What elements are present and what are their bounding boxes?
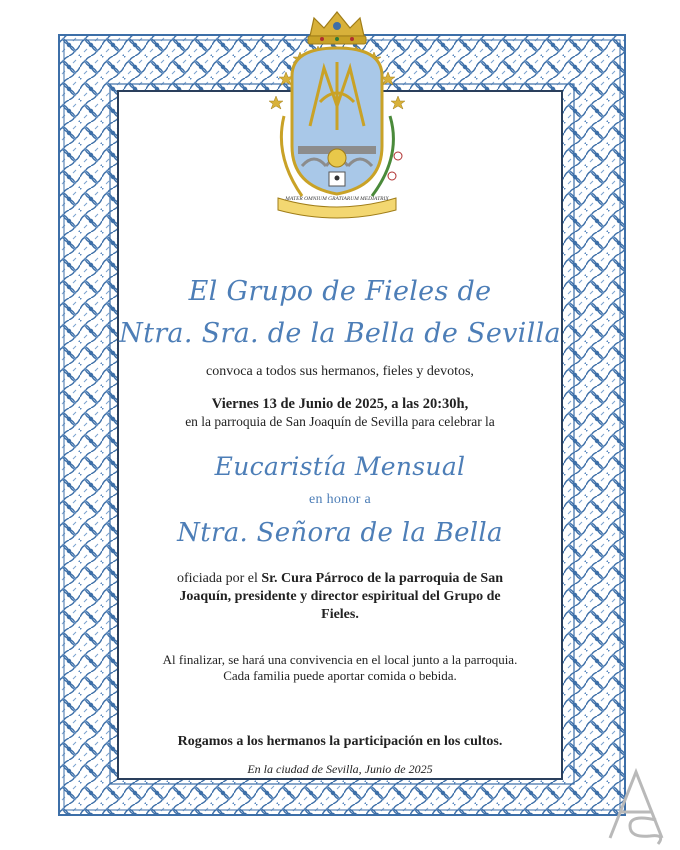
crest-motto: MATER OMNIUM GRATIARUM MEDIATRIX xyxy=(285,196,389,202)
convivencia-line-2: Cada familia puede aportar comida o bebida. xyxy=(223,668,457,683)
convivencia-text xyxy=(117,652,563,684)
crown-icon xyxy=(308,12,366,44)
event-dedicatee: Ntra. Señora de la Bella xyxy=(177,518,503,548)
officiant-prefix: oficiada por el xyxy=(176,571,262,586)
heading-line-1: El Grupo de Fieles de xyxy=(188,276,492,307)
event-title: Eucaristía Mensual xyxy=(214,452,466,481)
officiant-bold-1: Sr. Cura Párroco de la parroquia de San xyxy=(261,571,503,586)
heading-line-2: Ntra. Sra. de la Bella de Sevilla xyxy=(119,318,561,349)
as-watermark-icon xyxy=(600,764,672,846)
convivencia-line-1: Al finalizar, se hará una convivencia en el local junto a la parroquia. xyxy=(162,652,518,667)
signoff-text: En la ciudad de Sevilla, Junio de 2025 xyxy=(247,762,433,776)
date-line: Viernes 13 de Junio de 2025, a las 20:30h, xyxy=(211,396,469,412)
officiant-text xyxy=(160,570,520,624)
event-honor: en honor a xyxy=(308,492,372,507)
place-line: en la parroquia de San Joaquín de Sevilla para celebrar la xyxy=(185,414,495,429)
officiant-bold-2: Joaquín, presidente y director espiritual del Grupo de Fieles. xyxy=(179,589,501,622)
marian-coat-of-arms-icon xyxy=(262,6,412,220)
intro-text: convoca a todos sus hermanos, fieles y devotos, xyxy=(206,364,474,379)
closing-text: Rogamos a los hermanos la participación en los cultos. xyxy=(177,734,503,749)
